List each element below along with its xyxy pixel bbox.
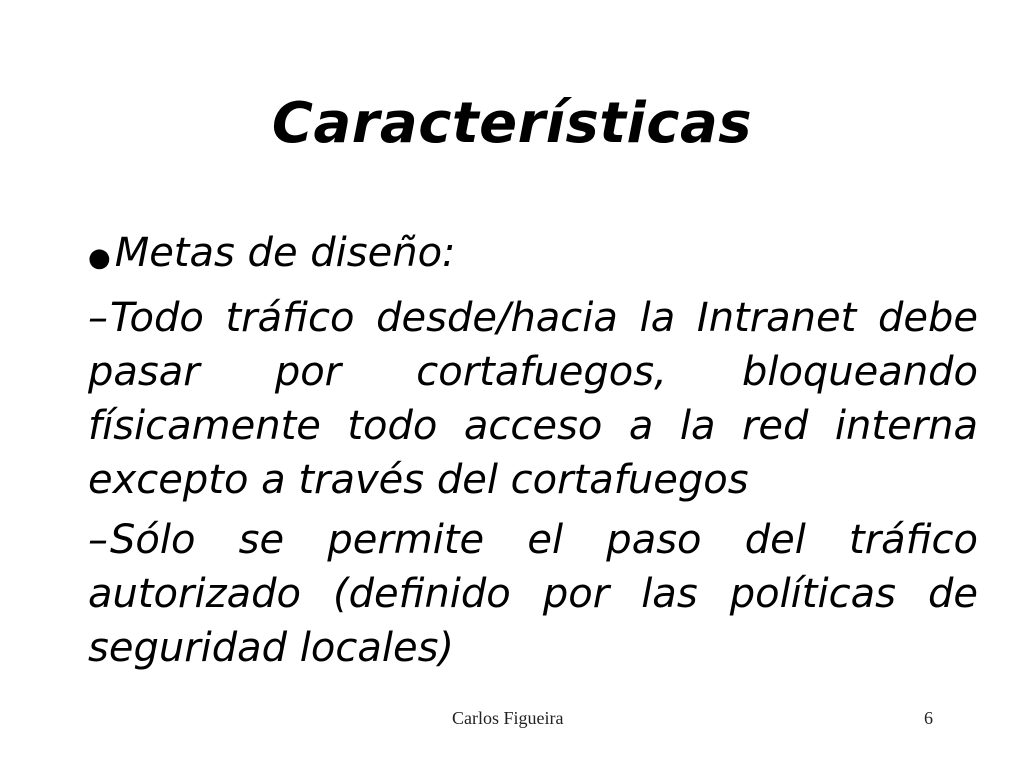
- page-number: 6: [924, 708, 933, 728]
- sub-item: [88, 291, 978, 507]
- bullet-item: [88, 226, 978, 285]
- footer-author: Carlos Figueira: [452, 708, 564, 728]
- sub-item-text: Sólo se permite el paso del tráfico autorizado (definido por las políticas de seguridad locales): [88, 517, 978, 671]
- dash-marker: –: [88, 517, 108, 563]
- bullet-text: Metas de diseño:: [114, 230, 456, 276]
- sub-item: [88, 513, 978, 675]
- sub-item-text: Todo tráfico desde/hacia la Intranet debe pasar por cortafuegos, bloqueando físicamente todo acceso a la red interna excepto a través del cortafuegos: [88, 295, 978, 503]
- slide-title: Características: [271, 91, 753, 156]
- dash-marker: –: [88, 295, 108, 341]
- slide-body: [88, 226, 978, 681]
- bullet-dot-icon: ●: [88, 243, 111, 273]
